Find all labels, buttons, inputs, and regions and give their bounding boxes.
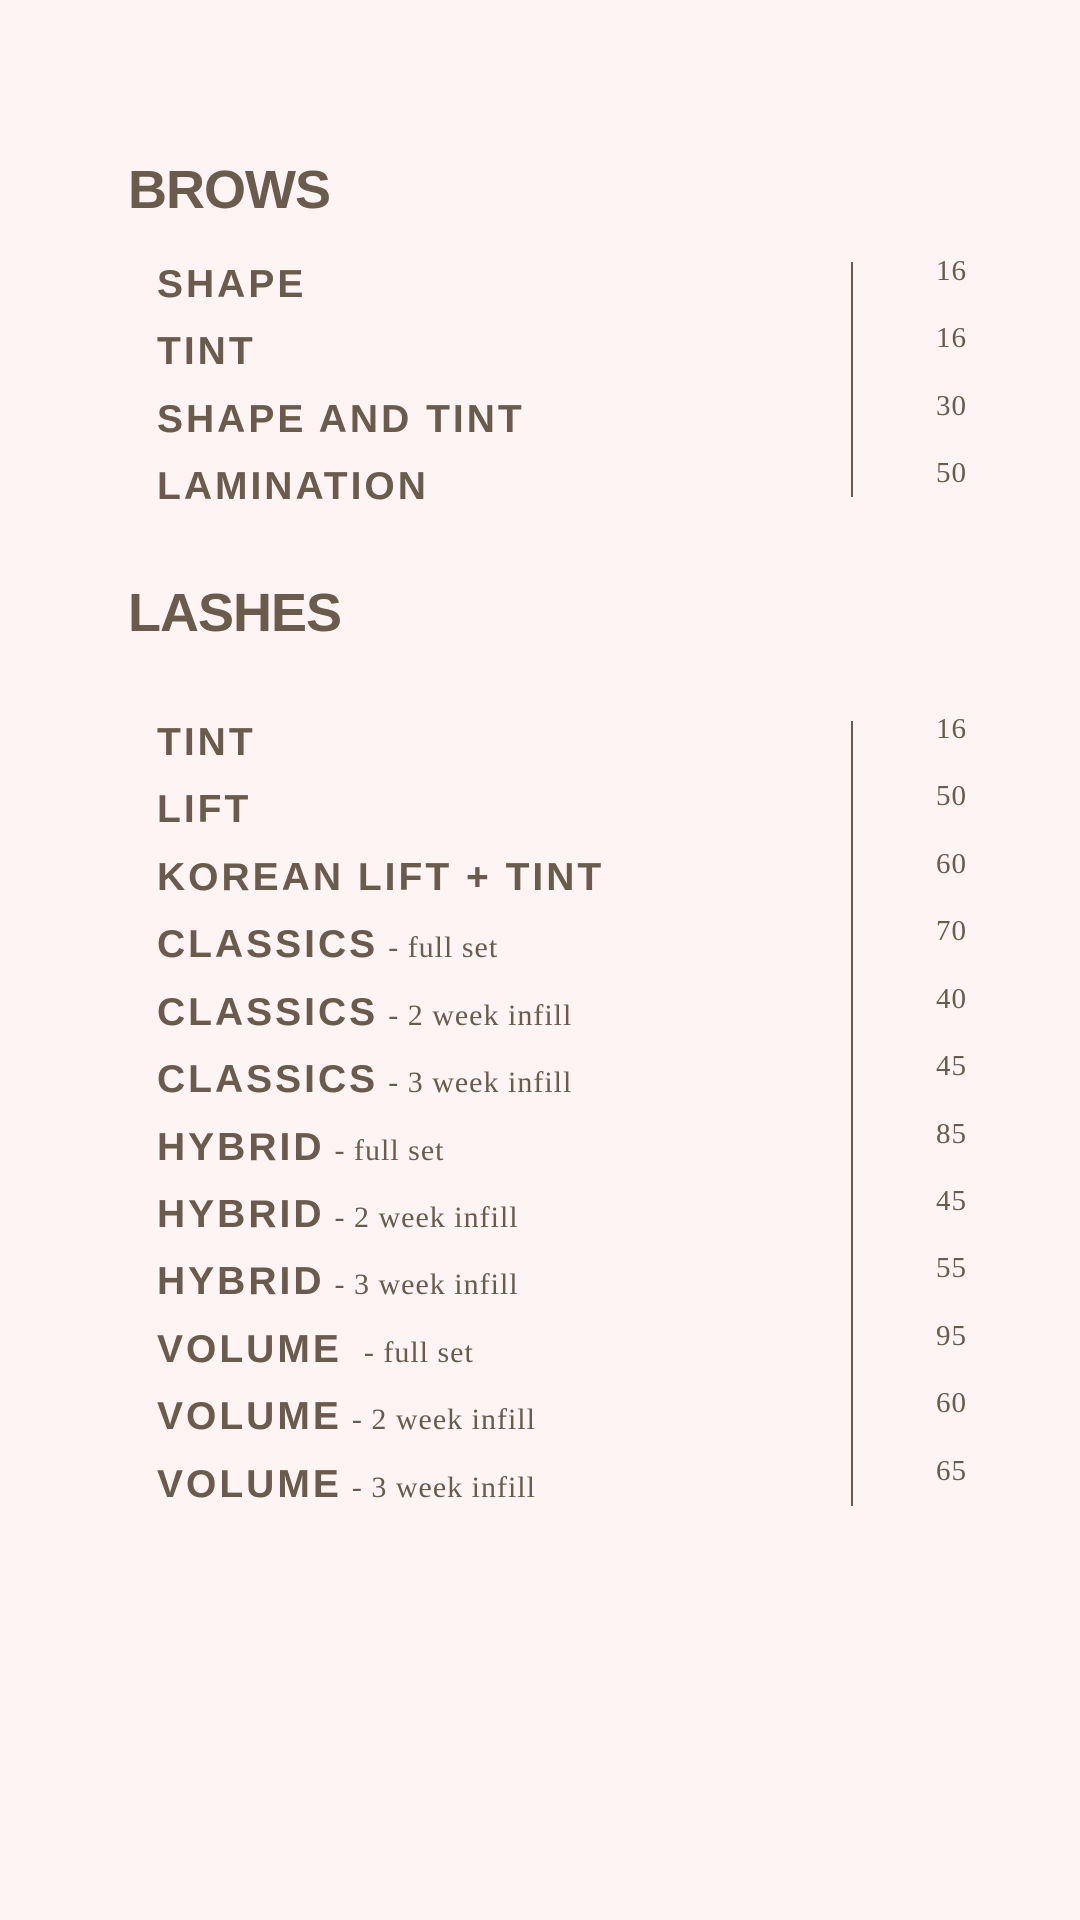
item-name: VOLUME - 2 week infill — [157, 1395, 536, 1438]
lashes-item-hybrid-3wk — [0, 1252, 1080, 1329]
item-price: 95 — [936, 1320, 967, 1352]
lashes-item-tint — [0, 713, 1080, 790]
item-price: 65 — [936, 1455, 967, 1487]
item-name: CLASSICS - 3 week infill — [157, 1058, 573, 1101]
lashes-item-hybrid-2wk — [0, 1185, 1080, 1262]
lashes-item-classics-2wk — [0, 983, 1080, 1060]
item-price: 85 — [936, 1118, 967, 1150]
item-price: 45 — [936, 1185, 967, 1217]
lashes-item-classics-3wk — [0, 1050, 1080, 1127]
brows-item-shape-and-tint — [0, 390, 1080, 467]
item-name: KOREAN LIFT + TINT — [157, 856, 605, 899]
item-detail: - 2 week infill — [388, 999, 573, 1032]
item-price: 50 — [936, 457, 967, 489]
item-name: HYBRID - full set — [157, 1126, 445, 1169]
item-price: 55 — [936, 1252, 967, 1284]
brows-item-shape — [0, 255, 1080, 332]
brows-heading: BROWS — [128, 160, 330, 220]
item-name: HYBRID - 3 week infill — [157, 1260, 519, 1303]
item-price: 40 — [936, 983, 967, 1015]
brows-item-lamination — [0, 457, 1080, 534]
lashes-item-classics-full — [0, 915, 1080, 992]
item-price: 60 — [936, 1387, 967, 1419]
item-detail: - 3 week infill — [351, 1471, 536, 1504]
item-detail: - 2 week infill — [351, 1403, 536, 1436]
item-detail: - 3 week infill — [388, 1066, 573, 1099]
item-name: SHAPE — [157, 263, 307, 306]
item-name: CLASSICS - full set — [157, 923, 499, 966]
item-detail: - 2 week infill — [334, 1201, 519, 1234]
item-name: SHAPE AND TINT — [157, 398, 525, 441]
brows-item-tint — [0, 322, 1080, 399]
item-price: 16 — [936, 255, 967, 287]
item-name: TINT — [157, 721, 256, 764]
lashes-item-lift — [0, 780, 1080, 857]
item-price: 30 — [936, 390, 967, 422]
item-name: HYBRID - 2 week infill — [157, 1193, 519, 1236]
item-name: LIFT — [157, 788, 252, 831]
lashes-heading: LASHES — [128, 583, 342, 643]
item-detail: - full set — [334, 1134, 445, 1167]
item-detail: - full set — [388, 931, 499, 964]
item-price: 70 — [936, 915, 967, 947]
lashes-item-hybrid-full — [0, 1118, 1080, 1195]
item-price: 16 — [936, 322, 967, 354]
lashes-item-volume-full — [0, 1320, 1080, 1397]
lashes-item-korean-lift-tint — [0, 848, 1080, 925]
item-detail: - 3 week infill — [334, 1268, 519, 1301]
item-detail: - full set — [363, 1336, 474, 1369]
item-price: 50 — [936, 780, 967, 812]
item-price: 16 — [936, 713, 967, 745]
item-name: TINT — [157, 330, 256, 373]
item-name: VOLUME - full set — [157, 1328, 474, 1371]
lashes-item-volume-2wk — [0, 1387, 1080, 1464]
item-name: LAMINATION — [157, 465, 429, 508]
item-price: 45 — [936, 1050, 967, 1082]
item-name: VOLUME - 3 week infill — [157, 1463, 536, 1506]
item-price: 60 — [936, 848, 967, 880]
lashes-item-volume-3wk — [0, 1455, 1080, 1532]
item-name: CLASSICS - 2 week infill — [157, 991, 573, 1034]
